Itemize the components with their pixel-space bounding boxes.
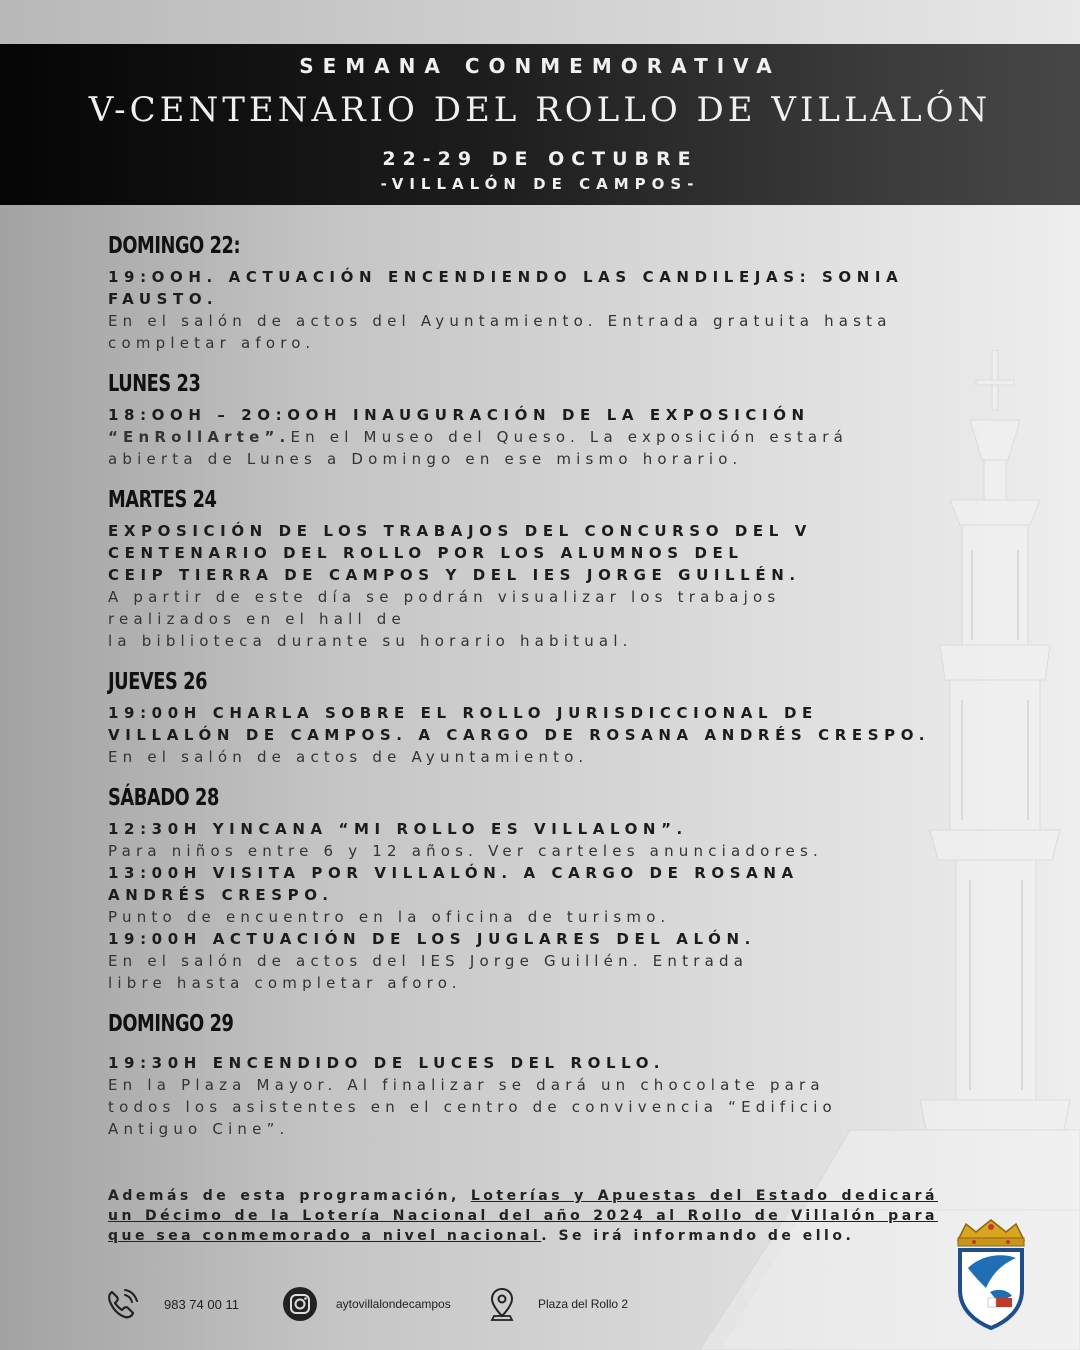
instagram-icon [282,1286,318,1322]
header-dates: 22-29 DE OCTUBRE [382,148,698,170]
note-outro: . Se irá informando de ello. [541,1228,855,1244]
event-title: CENTENARIO DEL ROLLO POR LOS ALUMNOS DEL [108,544,744,562]
address-contact[interactable] [484,1286,628,1322]
event-title: ANDRÉS CRESPO. [108,886,334,904]
event-detail: En el salón de actos de Ayuntamiento. [108,748,589,766]
instagram-contact[interactable] [282,1286,451,1322]
event-detail: la biblioteca durante su horario habitual. [108,632,633,650]
event-detail: Antiguo Cine”. [108,1120,290,1138]
event-title: VILLALÓN DE CAMPOS. A CARGO DE ROSANA ANDRÉS CRESPO. [108,726,931,744]
event-title: 19:00H CHARLA SOBRE EL ROLLO JURISDICCIONAL DE [108,704,818,722]
lottery-note [108,1186,938,1246]
note-intro: Además de esta programación, [108,1188,471,1204]
day-heading: LUNES 23 [108,371,201,397]
event-title: FAUSTO. [108,290,219,308]
header-kicker: SEMANA CONMEMORATIVA [299,54,781,78]
event-title: EXPOSICIÓN DE LOS TRABAJOS DEL CONCURSO DEL V [108,522,812,540]
day-section-26 [108,662,1028,768]
event-detail [108,426,1028,448]
day-heading: MARTES 24 [108,487,217,513]
event-detail: abierta de Lunes a Domingo en ese mismo horario. [108,450,743,468]
page-title: V-CENTENARIO DEL ROLLO DE VILLALÓN [88,90,992,130]
event-detail: En la Plaza Mayor. Al finalizar se dará un chocolate para [108,1076,825,1094]
event-detail: Para niños entre 6 y 12 años. Ver carteles anunciadores. [108,842,823,860]
note-underlined: Loterías y Apuestas del Estado dedicará un Décimo de la Lotería Nacional del año 2024 al Rollo de Villalón para que sea conmemorado a nivel nacional [108,1188,938,1244]
coat-of-arms-icon [950,1218,1032,1330]
exhibition-name: “EnRollArte”. [108,428,291,446]
day-heading: DOMINGO 22: [108,233,241,259]
event-title: 19:00H ACTUACIÓN DE LOS JUGLARES DEL ALÓN. [108,930,756,948]
event-detail: completar aforo. [108,334,316,352]
top-band [0,0,1080,44]
phone-number: 983 74 00 11 [164,1296,239,1312]
event-detail: libre hasta completar aforo. [108,974,462,992]
header-banner [0,44,1080,205]
event-detail: A partir de este día se podrán visualizar los trabajos [108,588,781,606]
event-title: 18:OOH – 2O:OOH INAUGURACIÓN DE LA EXPOSICIÓN [108,406,810,424]
header-town: -VILLALÓN DE CAMPOS- [380,175,700,193]
program-content [108,226,1028,1150]
day-section-23 [108,364,1028,470]
event-detail: En el salón de actos del Ayuntamiento. Entrada gratuita hasta [108,312,892,330]
event-detail: En el salón de actos del IES Jorge Guillén. Entrada [108,952,749,970]
event-title: 13:00H VISITA POR VILLALÓN. A CARGO DE ROSANA [108,864,799,882]
phone-contact[interactable] [104,1286,239,1322]
location-pin-icon [484,1286,520,1322]
event-detail-text: En el Museo del Queso. La exposición estará [290,428,849,446]
address-text: Plaza del Rollo 2 [538,1297,629,1311]
day-heading: DOMINGO 29 [108,1011,234,1037]
phone-icon [104,1286,140,1322]
event-title: CEIP TIERRA DE CAMPOS Y DEL IES JORGE GUILLÉN. [108,566,801,584]
day-heading: JUEVES 26 [108,669,208,695]
event-title: 12:30H YINCANA “MI ROLLO ES VILLALON”. [108,820,688,838]
day-heading: SÁBADO 28 [108,785,219,811]
contact-footer [104,1286,724,1326]
day-section-29 [108,1004,1028,1140]
event-detail: Punto de encuentro en la oficina de turismo. [108,908,671,926]
event-detail: todos los asistentes en el centro de convivencia “Edificio [108,1098,837,1116]
event-title: 19:30H ENCENDIDO DE LUCES DEL ROLLO. [108,1054,666,1072]
instagram-handle: aytovillalondecampos [336,1297,451,1311]
day-section-24 [108,480,1028,652]
day-section-28 [108,778,1028,994]
day-section-22 [108,226,1028,354]
event-detail: realizados en el hall de [108,610,406,628]
event-title: 19:OOH. ACTUACIÓN ENCENDIENDO LAS CANDILEJAS: SONIA [108,268,904,286]
